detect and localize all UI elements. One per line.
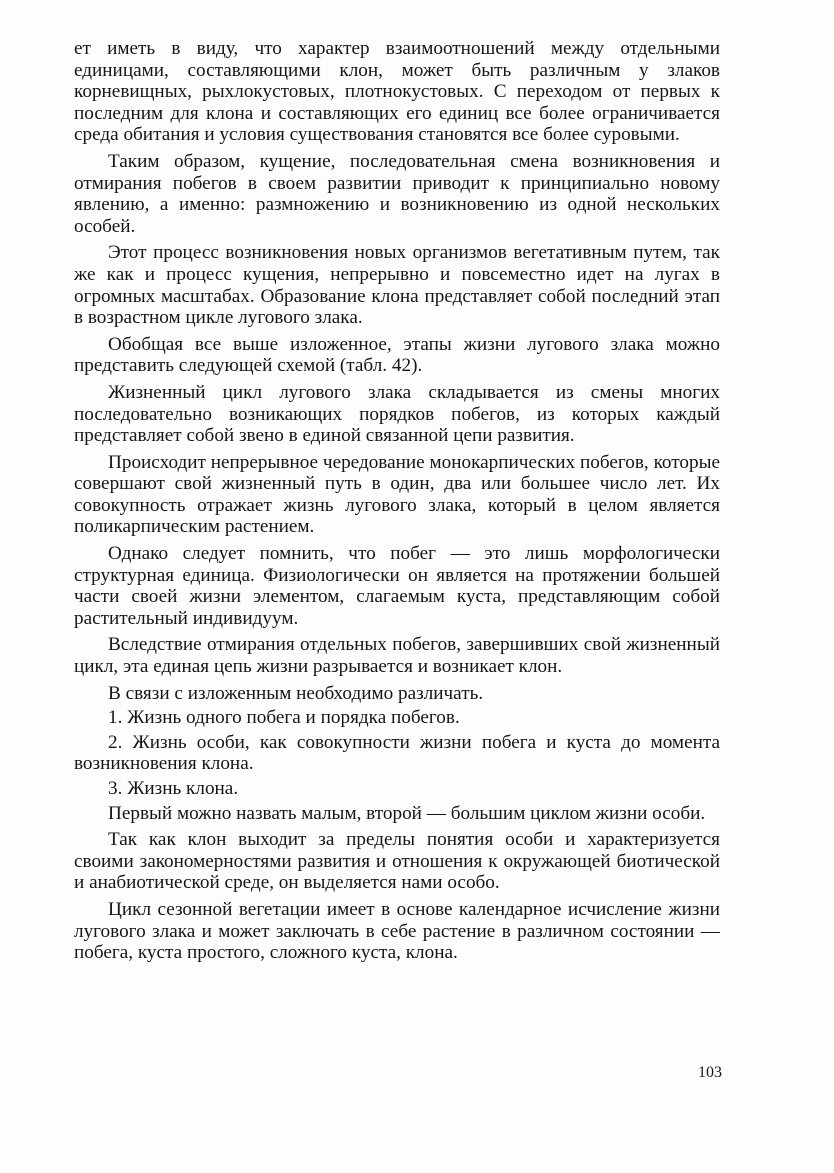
paragraph-7: Однако следует помнить, что побег — это лишь морфологически структурная единица. Физиологически он является на протяжении большей части своей жизни элементом, слагаемым куста, представляющим собой растительный индивидуум. <box>74 543 720 629</box>
list-item-3: 3. Жизнь клона. <box>108 778 239 799</box>
paragraph-10: Первый можно назвать малым, второй — большим циклом жизни особи. <box>108 802 706 824</box>
paragraph-6: Происходит непрерывное чередование монокарпических побегов, которые совершают свой жизненный путь в один, два или большее число лет. Их совокупность отражает жизнь лугового злака, который в целом является поликарпическим растением. <box>74 451 720 538</box>
paragraph-1: ет иметь в виду, что характер взаимоотношений между отдельными единицами, составляющими клон, может быть различным у злаков корневищных, рыхлокустовых, плотнокустовых. С переходом от первых к последним для клона и составляющих его единиц все более ограничивается среда обитания и условия существования становятся все более суровыми. <box>74 38 720 146</box>
paragraph-12: Цикл сезонной вегетации имеет в основе календарное исчисление жизни лугового злака и может заключать в себе растение в различном состоянии — побега, куста простого, сложного куста, клона. <box>74 898 720 964</box>
paragraph-4: Обобщая все выше изложенное, этапы жизни лугового злака можно представить следующей схемой (табл. 42). <box>74 333 720 377</box>
page-body-text <box>74 38 720 969</box>
paragraph-9: В связи с изложенным необходимо различать. <box>108 682 484 704</box>
list-item-1: 1. Жизнь одного побега и порядка побегов. <box>108 707 460 729</box>
paragraph-11: Так как клон выходит за пределы понятия особи и характеризуется своими закономерностями развития и отношения к окружающей биотической и анабиотической среде, он выделяется нами особо. <box>74 829 720 894</box>
paragraph-2: Таким образом, кущение, последовательная смена возникновения и отмирания побегов в своем развитии приводит к принципиально новому явлению, а именно: размножению и возникновению из одной нескольких особей. <box>74 150 720 237</box>
list-item-2: 2. Жизнь особи, как совокупности жизни побега и куста до момента возникновения клона. <box>74 731 720 775</box>
paragraph-5: Жизненный цикл лугового злака складывается из смены многих последовательно возникающих порядков побегов, из которых каждый представляет собой звено в единой связанной цепи развития. <box>74 381 720 447</box>
paragraph-3: Этот процесс возникновения новых организмов вегетативным путем, так же как и процесс кущения, непрерывно и повсеместно идет на лугах в огромных масштабах. Образование клона представляет собой последний этап в возрастном цикле лугового злака. <box>74 242 720 329</box>
page-number: 103 <box>698 1064 722 1081</box>
paragraph-8: Вследствие отмирания отдельных побегов, завершивших свой жизненный цикл, эта единая цепь жизни разрывается и возникает клон. <box>74 634 720 678</box>
